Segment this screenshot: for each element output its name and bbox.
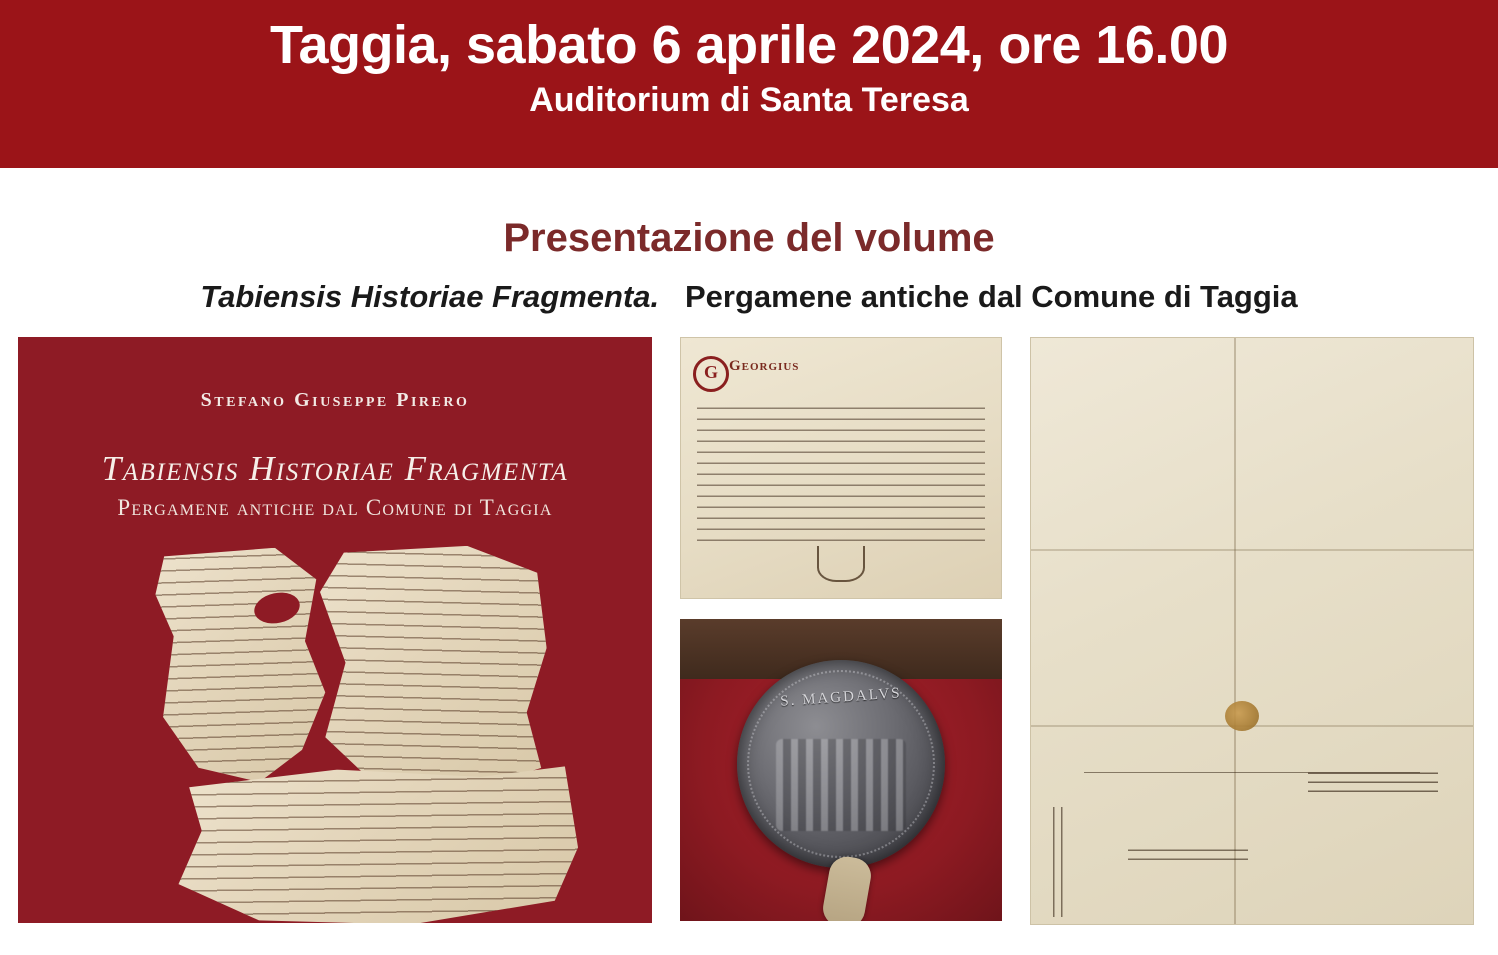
illuminated-initial: G: [693, 356, 729, 392]
charter-text-lines: [697, 400, 985, 540]
cover-parchment-fragment-bottom: [177, 766, 579, 923]
cover-parchment-fragment-left: [154, 546, 330, 788]
book-cover-image: [18, 337, 652, 923]
event-date-line: Taggia, sabato 6 aprile 2024, ore 16.00: [270, 15, 1228, 75]
event-venue-line: Auditorium di Santa Teresa: [529, 81, 969, 120]
large-parchment-image: [1030, 337, 1474, 925]
notary-mark-icon: [817, 546, 865, 582]
book-subtitle-line: [0, 279, 1498, 315]
parchment-signature-block: [1308, 766, 1438, 792]
parchment-vertical-fold: [1234, 338, 1236, 924]
lead-seal-image: [680, 619, 1002, 921]
parchment-dorsal-note-line: [1084, 772, 1420, 774]
event-banner: [0, 0, 1498, 168]
seal-legend: S. MAGDALVS: [779, 684, 903, 710]
page-title: Presentazione del volume: [503, 216, 995, 260]
titles-block: [0, 168, 1498, 315]
parchment-margin-note: [1053, 807, 1069, 917]
parchment-charter-image: [680, 337, 1002, 599]
charter-heading: Georgius: [729, 358, 800, 374]
cover-subtitle: Pergamene antiche dal Comune di Taggia: [117, 495, 553, 520]
parchment-horizontal-fold-upper: [1031, 549, 1473, 551]
image-gallery: [0, 337, 1498, 925]
cover-title: Tabiensis Historiae Fragmenta: [101, 449, 569, 488]
wax-stain: [1225, 701, 1259, 731]
gallery-column-middle: [680, 337, 1002, 921]
cover-author: Stefano Giuseppe Pirero: [200, 389, 470, 411]
gallery-column-left: [18, 337, 652, 923]
parchment-lower-note: [1128, 842, 1248, 860]
book-title-italic: Tabiensis Historiae Fragmenta.: [200, 279, 660, 314]
gallery-column-right: [1030, 337, 1472, 925]
book-title-roman: Pergamene antiche dal Comune di Taggia: [684, 279, 1298, 314]
cover-parchment-fragment-right: [315, 542, 549, 798]
seal-relief-figures: [776, 739, 906, 831]
